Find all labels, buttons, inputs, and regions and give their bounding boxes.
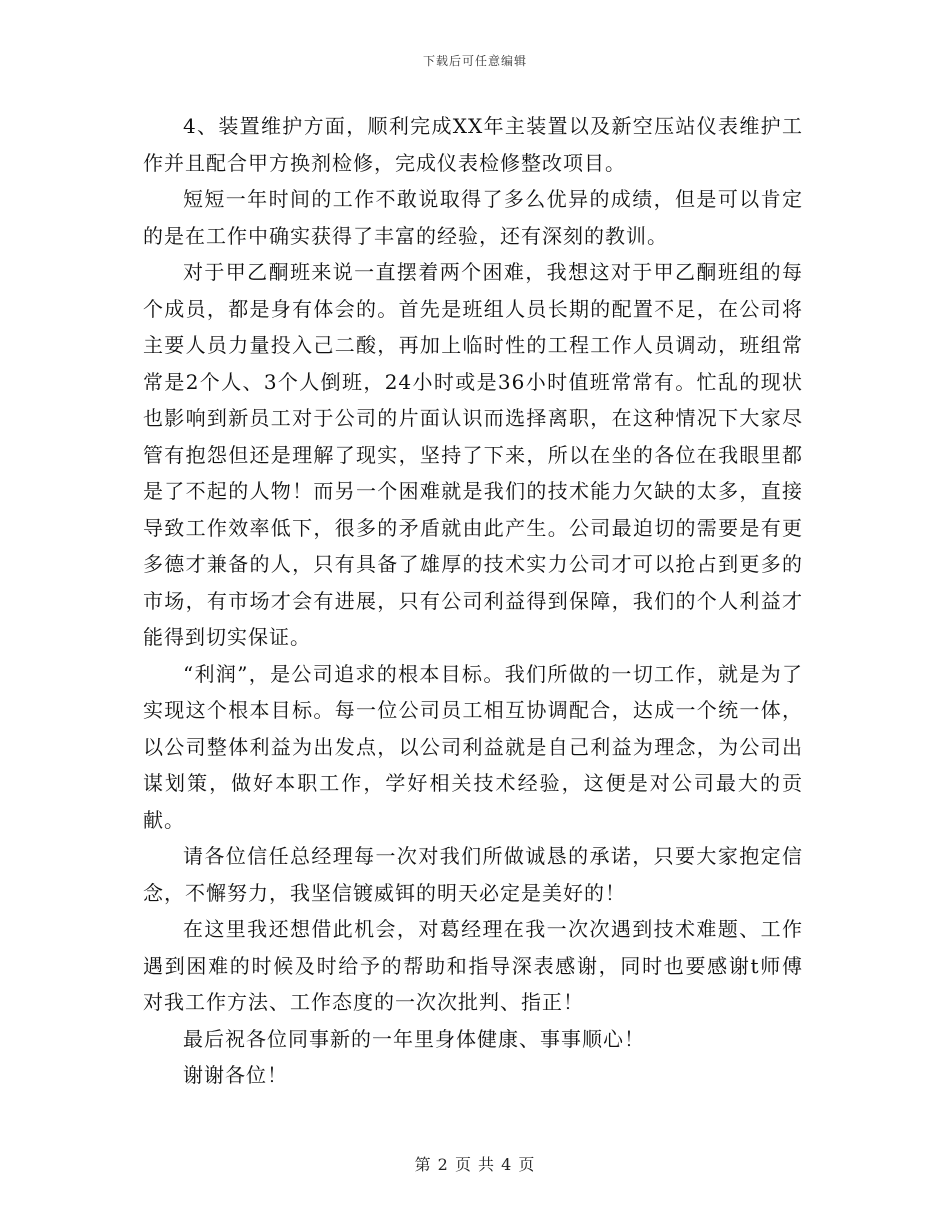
page-header: 下载后可任意编辑: [422, 54, 527, 68]
paragraph: 4、装置维护方面，顺利完成XX年主装置以及新空压站仪表维护工作并且配合甲方换剂检修，完成仪表检修整改项目。: [143, 114, 803, 175]
paragraph: 请各位信任总经理每一次对我们所做诚恳的承诺，只要大家抱定信念，不懈努力，我坚信镀威铒的明天必定是美好的！: [143, 844, 803, 905]
page-number-footer: 第 2 页 共 4 页: [414, 1155, 536, 1174]
paragraph: 短短一年时间的工作不敢说取得了多么优异的成绩，但是可以肯定的是在工作中确实获得了丰富的经验，还有深刻的教训。: [143, 187, 803, 248]
paragraph: 在这里我还想借此机会，对葛经理在我一次次遇到技术难题、工作遇到困难的时候及时给予的帮助和指导深表感谢，同时也要感谢t师傅对我工作方法、工作态度的一次次批判、指正！: [143, 917, 803, 1014]
paragraph: 对于甲乙酮班来说一直摆着两个困难，我想这对于甲乙酮班组的每个成员，都是身有体会的。首先是班组人员长期的配置不足，在公司将主要人员力量投入己二酸，再加上临时性的工程工作人员调动，班组常常是2个人、3个人倒班，24小时或是36小时值班常常有。忙乱的现状也影响到新员工对于公司的片面认识而选择离职，在这种情况下大家尽管有抱怨但还是理解了现实，坚持了下来，所以在坐的各位在我眼里都是了不起的人物！而另一个困难就是我们的技术能力欠缺的太多，直接导致工作效率低下，很多的矛盾就由此产生。公司最迫切的需要是有更多德才兼备的人，只有具备了雄厚的技术实力公司才可以抢占到更多的市场，有市场才会有进展，只有公司利益得到保障，我们的个人利益才能得到切实保证。: [143, 260, 803, 649]
paragraph: 最后祝各位同事新的一年里身体健康、事事顺心！: [183, 1026, 645, 1051]
document-body: [143, 108, 803, 1094]
paragraph: “利润”，是公司追求的根本目标。我们所做的一切工作，就是为了实现这个根本目标。每一位公司员工相互协调配合，达成一个统一体，以公司整体利益为出发点，以公司利益就是自己利益为理念，为公司出谋划策，做好本职工作，学好相关技术经验，这便是对公司最大的贡献。: [143, 661, 803, 832]
paragraph: 谢谢各位！: [183, 1063, 288, 1087]
